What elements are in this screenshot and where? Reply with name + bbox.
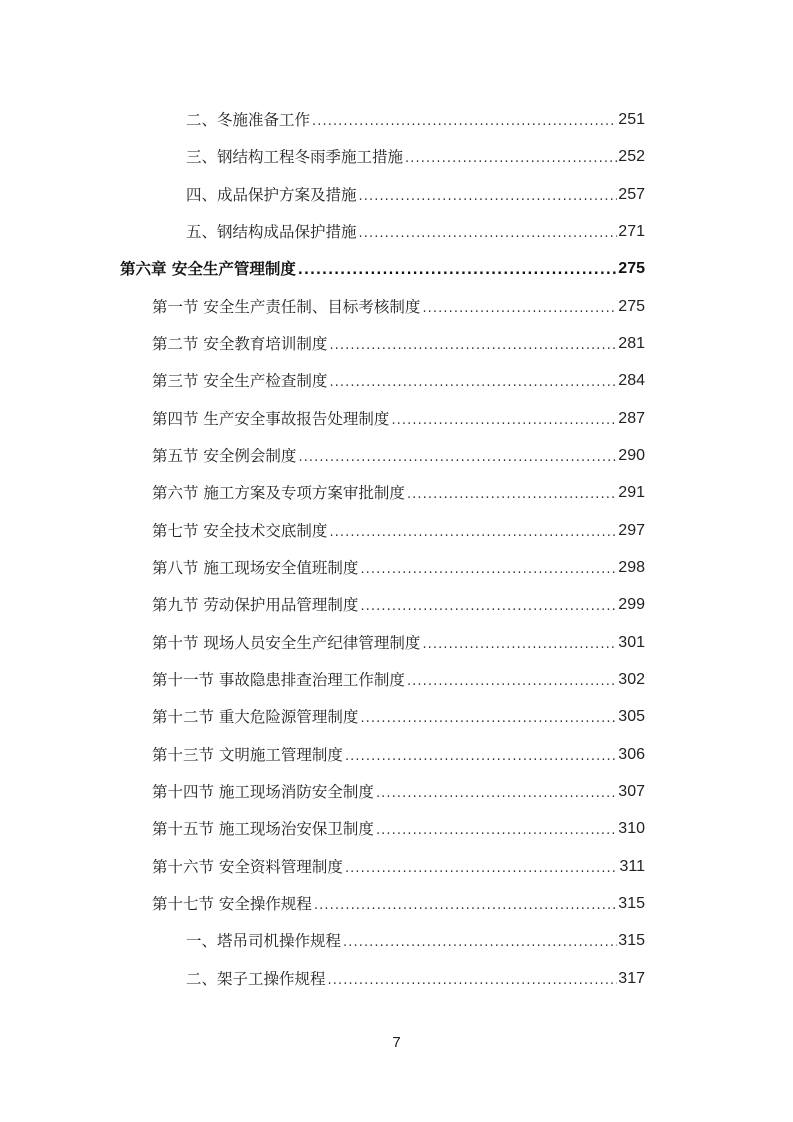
dot-leader <box>407 485 617 505</box>
dot-leader <box>359 187 618 207</box>
toc-entry-title: 一、塔吊司机操作规程 <box>186 932 342 950</box>
dot-leader <box>422 635 617 655</box>
toc-entry-page: 311 <box>619 858 645 875</box>
dot-leader <box>407 672 617 692</box>
toc-entry-page: 297 <box>618 522 645 539</box>
toc-entry[interactable] <box>152 892 645 916</box>
dot-leader <box>329 336 617 356</box>
toc-entry-page: 310 <box>618 820 645 837</box>
toc-entry-page: 275 <box>618 260 645 277</box>
dot-leader <box>360 560 617 580</box>
dot-leader <box>328 971 618 991</box>
toc-entry-page: 306 <box>618 746 645 763</box>
toc-entry-page: 257 <box>618 186 645 203</box>
dot-leader <box>329 523 617 543</box>
toc-entry-page: 291 <box>618 484 645 501</box>
toc-entry-title: 第一节 安全生产责任制、目标考核制度 <box>152 298 421 316</box>
toc-entry[interactable] <box>152 668 645 692</box>
toc-entry-page: 315 <box>618 932 645 949</box>
toc-entry[interactable] <box>152 631 645 655</box>
toc-entry-title: 第二节 安全教育培训制度 <box>152 335 328 353</box>
toc-entry-page: 287 <box>618 410 645 427</box>
toc-entry-page: 251 <box>618 111 645 128</box>
toc-entry-page: 290 <box>618 447 645 464</box>
dot-leader <box>345 747 617 767</box>
toc-entry[interactable] <box>152 444 645 468</box>
dot-leader <box>360 597 617 617</box>
toc-entry-page: 284 <box>618 372 645 389</box>
toc-entry-page: 305 <box>618 708 645 725</box>
toc-entry[interactable] <box>186 183 645 207</box>
toc-entry[interactable] <box>152 407 645 431</box>
toc-entry[interactable] <box>152 780 645 804</box>
toc-chapter-entry[interactable] <box>120 257 645 281</box>
toc-entry-title: 三、钢结构工程冬雨季施工措施 <box>186 148 404 166</box>
toc-entry[interactable] <box>152 593 645 617</box>
dot-leader <box>343 933 617 953</box>
toc-entry-title: 第八节 施工现场安全值班制度 <box>152 559 359 577</box>
toc-entry[interactable] <box>152 332 645 356</box>
dot-leader <box>298 448 617 468</box>
toc-entry-page: 307 <box>618 783 645 800</box>
toc-entry[interactable] <box>186 929 645 953</box>
toc-entry-title: 第十节 现场人员安全生产纪律管理制度 <box>152 634 421 652</box>
dot-leader <box>298 261 617 281</box>
toc-entry-title: 第五节 安全例会制度 <box>152 447 297 465</box>
toc-entry[interactable] <box>152 705 645 729</box>
toc-entry[interactable] <box>152 743 645 767</box>
dot-leader <box>314 896 617 916</box>
toc-entry-title: 五、钢结构成品保护措施 <box>186 223 357 241</box>
toc-entry-page: 252 <box>618 148 645 165</box>
dot-leader <box>422 299 617 319</box>
page-number: 7 <box>392 1034 401 1051</box>
toc-entry[interactable] <box>152 481 645 505</box>
toc-entry-title: 第三节 安全生产检查制度 <box>152 372 328 390</box>
toc-entry-page: 281 <box>618 335 645 352</box>
toc-entry[interactable] <box>152 817 645 841</box>
toc-entry[interactable] <box>152 556 645 580</box>
dot-leader <box>360 709 617 729</box>
toc-entry-page: 315 <box>618 895 645 912</box>
toc-entry-page: 299 <box>618 596 645 613</box>
dot-leader <box>405 149 617 169</box>
toc-entry-title: 第十二节 重大危险源管理制度 <box>152 708 359 726</box>
toc-entry-page: 301 <box>618 634 645 651</box>
toc-entry-page: 317 <box>618 970 645 987</box>
dot-leader <box>376 784 617 804</box>
toc-entry-title: 四、成品保护方案及措施 <box>186 186 357 204</box>
toc-entry[interactable] <box>186 108 645 132</box>
toc-entry[interactable] <box>152 369 645 393</box>
toc-entry-title: 二、冬施准备工作 <box>186 111 311 129</box>
toc-entry[interactable] <box>152 855 645 879</box>
toc-entry-page: 302 <box>618 671 645 688</box>
toc-entry[interactable] <box>152 295 645 319</box>
toc-entry[interactable] <box>186 967 645 991</box>
toc-entry-title: 第十三节 文明施工管理制度 <box>152 746 343 764</box>
dot-leader <box>391 411 617 431</box>
toc-entry-title: 第十四节 施工现场消防安全制度 <box>152 783 374 801</box>
toc-entry-title: 第十五节 施工现场治安保卫制度 <box>152 820 374 838</box>
toc-entry-title: 第七节 安全技术交底制度 <box>152 522 328 540</box>
toc-entry-title: 第六节 施工方案及专项方案审批制度 <box>152 484 405 502</box>
toc-entry-title: 第十一节 事故隐患排查治理工作制度 <box>152 671 405 689</box>
toc-entry-page: 271 <box>618 223 645 240</box>
toc-entry[interactable] <box>186 220 645 244</box>
toc-entry-title: 第十六节 安全资料管理制度 <box>152 858 343 876</box>
toc-entry-title: 第九节 劳动保护用品管理制度 <box>152 596 359 614</box>
toc-entry-title: 二、架子工操作规程 <box>186 970 326 988</box>
toc-entry-page: 275 <box>618 298 645 315</box>
dot-leader <box>312 112 617 132</box>
dot-leader <box>376 821 617 841</box>
toc-entry[interactable] <box>152 519 645 543</box>
toc-entry-title: 第四节 生产安全事故报告处理制度 <box>152 410 390 428</box>
dot-leader <box>345 859 619 879</box>
toc-entry-title: 第六章 安全生产管理制度 <box>120 260 296 278</box>
toc-entry-title: 第十七节 安全操作规程 <box>152 895 312 913</box>
dot-leader <box>359 224 618 244</box>
toc-entry-page: 298 <box>618 559 645 576</box>
toc-entry[interactable] <box>186 145 645 169</box>
dot-leader <box>329 373 617 393</box>
